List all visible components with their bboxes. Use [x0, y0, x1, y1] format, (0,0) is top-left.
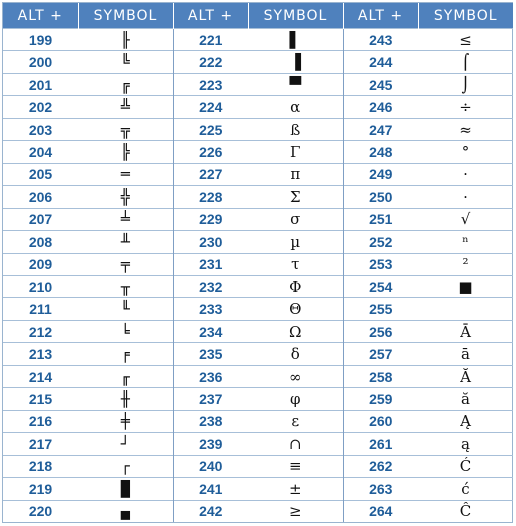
alt-code-cell: 257 — [343, 343, 418, 365]
symbol-cell: ╔ — [78, 73, 173, 95]
symbol-cell: ╪ — [78, 410, 173, 432]
table-row — [3, 433, 513, 455]
symbol-cell: Γ — [248, 141, 343, 163]
alt-code-cell: 238 — [173, 410, 248, 432]
symbol-cell: ═ — [78, 163, 173, 185]
alt-code-cell: 221 — [173, 29, 248, 51]
table-row — [3, 478, 513, 500]
symbol-cell: Ω — [248, 320, 343, 342]
symbol-cell: Φ — [248, 275, 343, 297]
symbol-cell: ² — [418, 253, 513, 275]
symbol-cell: ± — [248, 478, 343, 500]
symbol-cell: ╨ — [78, 231, 173, 253]
alt-code-cell: 255 — [343, 298, 418, 320]
alt-code-cell: 235 — [173, 343, 248, 365]
symbol-cell: Θ — [248, 298, 343, 320]
symbol-cell: ╓ — [78, 365, 173, 387]
symbol-cell: █ — [78, 478, 173, 500]
alt-code-cell: 241 — [173, 478, 248, 500]
symbol-cell: ╟ — [78, 29, 173, 51]
table-row — [3, 298, 513, 320]
alt-code-cell: 250 — [343, 186, 418, 208]
alt-code-cell: 225 — [173, 118, 248, 140]
symbol-cell: ā — [418, 343, 513, 365]
symbol-cell: · — [418, 186, 513, 208]
symbol-cell: ╫ — [78, 388, 173, 410]
alt-code-cell: 219 — [3, 478, 78, 500]
alt-code-cell: 251 — [343, 208, 418, 230]
alt-code-cell: 201 — [3, 73, 78, 95]
alt-code-cell: 262 — [343, 455, 418, 477]
alt-code-cell: 213 — [3, 343, 78, 365]
alt-code-cell: 242 — [173, 500, 248, 522]
alt-code-cell: 204 — [3, 141, 78, 163]
symbol-cell: ╙ — [78, 298, 173, 320]
table-row — [3, 320, 513, 342]
alt-code-cell: 249 — [343, 163, 418, 185]
symbol-cell: π — [248, 163, 343, 185]
table-row — [3, 455, 513, 477]
symbol-cell: ° — [418, 141, 513, 163]
table-row — [3, 141, 513, 163]
table-row — [3, 500, 513, 522]
symbol-cell: Ą — [418, 410, 513, 432]
symbol-cell: · — [418, 163, 513, 185]
symbol-cell: ć — [418, 478, 513, 500]
symbol-cell: ▀ — [248, 73, 343, 95]
alt-code-cell: 236 — [173, 365, 248, 387]
symbol-cell: √ — [418, 208, 513, 230]
alt-code-cell: 218 — [3, 455, 78, 477]
symbol-cell: ∩ — [248, 433, 343, 455]
alt-code-cell: 252 — [343, 231, 418, 253]
alt-code-cell: 256 — [343, 320, 418, 342]
alt-code-cell: 222 — [173, 51, 248, 73]
alt-code-cell: 248 — [343, 141, 418, 163]
symbol-cell: δ — [248, 343, 343, 365]
alt-code-cell: 243 — [343, 29, 418, 51]
alt-code-cell: 199 — [3, 29, 78, 51]
symbol-cell: ε — [248, 410, 343, 432]
alt-code-cell: 216 — [3, 410, 78, 432]
table-row — [3, 343, 513, 365]
table-row — [3, 163, 513, 185]
alt-code-cell: 217 — [3, 433, 78, 455]
alt-code-cell: 261 — [343, 433, 418, 455]
symbol-cell: ⌡ — [418, 73, 513, 95]
symbol-cell: ≥ — [248, 500, 343, 522]
table-row — [3, 253, 513, 275]
table-row — [3, 410, 513, 432]
alt-code-cell: 203 — [3, 118, 78, 140]
alt-code-cell: 202 — [3, 96, 78, 118]
table-row — [3, 208, 513, 230]
table-row — [3, 388, 513, 410]
alt-code-table — [3, 3, 513, 522]
symbol-cell: φ — [248, 388, 343, 410]
symbol-cell: σ — [248, 208, 343, 230]
alt-code-chart — [2, 2, 513, 523]
table-row — [3, 118, 513, 140]
table-row — [3, 186, 513, 208]
symbol-cell: µ — [248, 231, 343, 253]
symbol-cell: ≡ — [248, 455, 343, 477]
alt-code-cell: 246 — [343, 96, 418, 118]
table-row — [3, 51, 513, 73]
alt-code-cell: 220 — [3, 500, 78, 522]
symbol-cell: ≈ — [418, 118, 513, 140]
header-symbol-3: SYMBOL — [418, 3, 513, 29]
symbol-cell: ▄ — [78, 500, 173, 522]
symbol-cell: ÷ — [418, 96, 513, 118]
table-row — [3, 365, 513, 387]
alt-code-cell: 240 — [173, 455, 248, 477]
alt-code-cell: 215 — [3, 388, 78, 410]
alt-code-cell: 264 — [343, 500, 418, 522]
symbol-cell: ▌ — [248, 29, 343, 51]
alt-code-cell: 237 — [173, 388, 248, 410]
alt-code-cell: 254 — [343, 275, 418, 297]
symbol-cell: ≤ — [418, 29, 513, 51]
symbol-cell: ⌠ — [418, 51, 513, 73]
alt-code-cell: 227 — [173, 163, 248, 185]
alt-code-cell: 226 — [173, 141, 248, 163]
symbol-cell: ą — [418, 433, 513, 455]
symbol-cell: ß — [248, 118, 343, 140]
alt-code-cell: 205 — [3, 163, 78, 185]
alt-code-cell: 239 — [173, 433, 248, 455]
header-row — [3, 3, 513, 29]
header-alt-1: ALT + — [3, 3, 78, 29]
symbol-cell: ┌ — [78, 455, 173, 477]
symbol-cell: ╚ — [78, 51, 173, 73]
alt-code-cell: 229 — [173, 208, 248, 230]
alt-code-cell: 259 — [343, 388, 418, 410]
alt-code-cell: 223 — [173, 73, 248, 95]
alt-code-cell: 263 — [343, 478, 418, 500]
alt-code-cell: 230 — [173, 231, 248, 253]
alt-code-cell: 234 — [173, 320, 248, 342]
alt-code-cell: 224 — [173, 96, 248, 118]
alt-code-cell: 260 — [343, 410, 418, 432]
alt-code-cell: 206 — [3, 186, 78, 208]
alt-code-cell: 211 — [3, 298, 78, 320]
table-row — [3, 275, 513, 297]
alt-code-cell: 232 — [173, 275, 248, 297]
symbol-cell: ╠ — [78, 141, 173, 163]
table-row — [3, 231, 513, 253]
symbol-cell: ╦ — [78, 118, 173, 140]
symbol-cell: ă — [418, 388, 513, 410]
symbol-cell: Σ — [248, 186, 343, 208]
alt-code-cell: 258 — [343, 365, 418, 387]
alt-code-cell: 208 — [3, 231, 78, 253]
header-alt-3: ALT + — [343, 3, 418, 29]
alt-code-cell: 228 — [173, 186, 248, 208]
symbol-cell — [418, 298, 513, 320]
symbol-cell: ╧ — [78, 208, 173, 230]
symbol-cell: ┘ — [78, 433, 173, 455]
symbol-cell: Ć — [418, 455, 513, 477]
alt-code-cell: 231 — [173, 253, 248, 275]
header-symbol-1: SYMBOL — [78, 3, 173, 29]
symbol-cell: ╩ — [78, 96, 173, 118]
alt-code-cell: 247 — [343, 118, 418, 140]
alt-code-cell: 207 — [3, 208, 78, 230]
alt-code-cell: 245 — [343, 73, 418, 95]
table-row — [3, 73, 513, 95]
alt-code-cell: 253 — [343, 253, 418, 275]
symbol-cell: ╥ — [78, 275, 173, 297]
symbol-cell: Ĉ — [418, 500, 513, 522]
symbol-cell: Ă — [418, 365, 513, 387]
alt-code-cell: 214 — [3, 365, 78, 387]
symbol-cell: ▐ — [248, 51, 343, 73]
symbol-cell: τ — [248, 253, 343, 275]
alt-code-cell: 244 — [343, 51, 418, 73]
table-row — [3, 96, 513, 118]
alt-code-cell: 210 — [3, 275, 78, 297]
table-row — [3, 29, 513, 51]
header-alt-2: ALT + — [173, 3, 248, 29]
symbol-cell: α — [248, 96, 343, 118]
symbol-cell: ╘ — [78, 320, 173, 342]
alt-code-cell: 233 — [173, 298, 248, 320]
symbol-cell: ⁿ — [418, 231, 513, 253]
alt-code-cell: 200 — [3, 51, 78, 73]
symbol-cell: ╒ — [78, 343, 173, 365]
alt-code-cell: 209 — [3, 253, 78, 275]
symbol-cell: ╤ — [78, 253, 173, 275]
symbol-cell: ∞ — [248, 365, 343, 387]
alt-code-cell: 212 — [3, 320, 78, 342]
symbol-cell: ■ — [418, 275, 513, 297]
symbol-cell: ╬ — [78, 186, 173, 208]
symbol-cell: Ā — [418, 320, 513, 342]
header-symbol-2: SYMBOL — [248, 3, 343, 29]
